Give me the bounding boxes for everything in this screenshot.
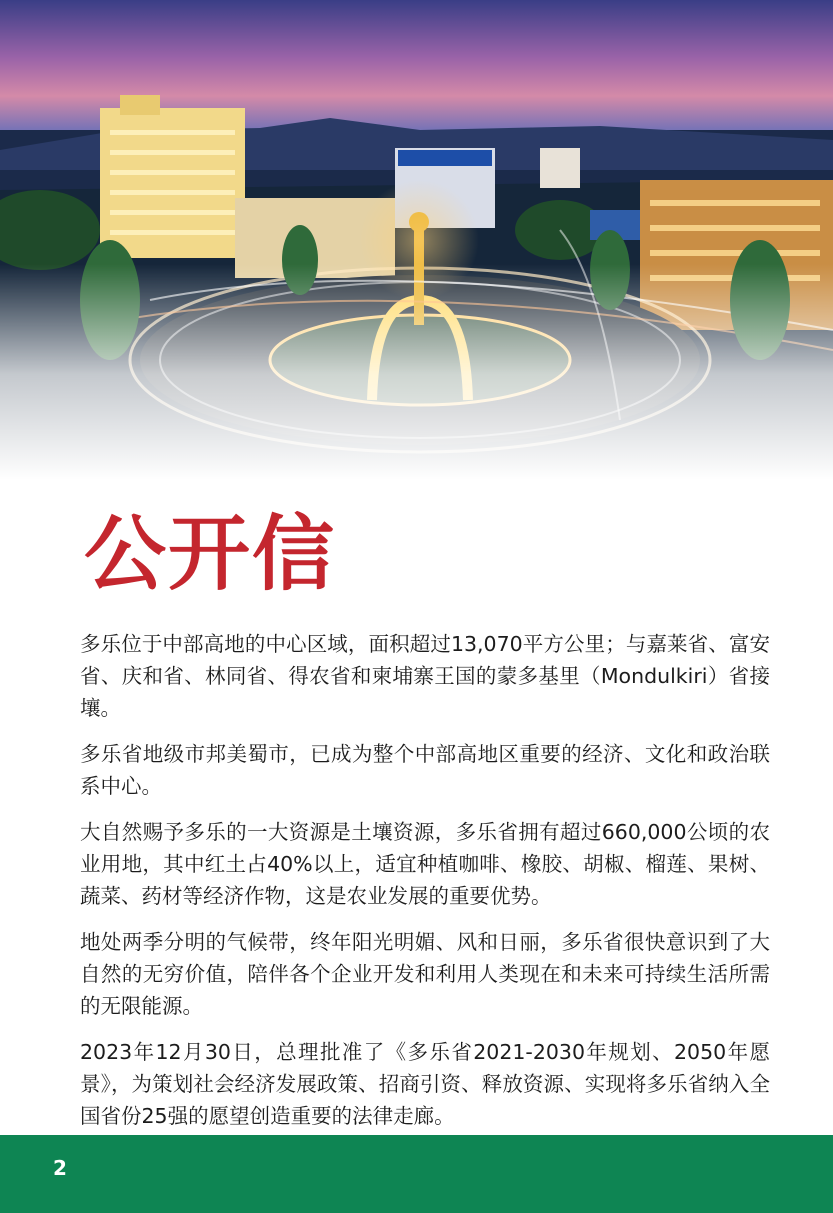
city-roundabout-illustration — [0, 0, 833, 480]
paragraph-2: 多乐省地级市邦美蜀市，已成为整个中部高地区重要的经济、文化和政治联系中心。 — [80, 742, 770, 798]
page-title: 公开信 — [84, 507, 337, 602]
paragraph-4: 地处两季分明的气候带，终年阳光明媚、风和日丽，多乐省很快意识到了大自然的无穷价值，陪伴各个企业开发和利用人类现在和未来可持续生活所需的无限能源。 — [80, 930, 770, 1018]
city-night-photo — [0, 0, 833, 480]
paragraph-1: 多乐位于中部高地的中心区域，面积超过13,070平方公里；与嘉莱省、富安省、庆和省、林同省、得农省和柬埔寨王国的蒙多基里（Mondulkiri）省接壤。 — [80, 632, 770, 720]
letter-body — [80, 628, 770, 1146]
paragraph-3: 大自然赐予多乐的一大资源是土壤资源，多乐省拥有超过660,000公顷的农业用地，其中红土占40%以上，适宜种植咖啡、橡胶、胡椒、榴莲、果树、蔬菜、药材等经济作物，这是农业发展的重要优势。 — [80, 820, 770, 908]
footer-bar — [0, 1135, 833, 1213]
paragraph-5: 2023年12月30日，总理批准了《多乐省2021-2030年规划、2050年愿景》，为策划社会经济发展政策、招商引资、释放资源、实现将多乐省纳入全国省份25强的愿望创造重要的法律走廊。 — [80, 1040, 770, 1128]
page-number: 2 — [53, 1156, 67, 1180]
